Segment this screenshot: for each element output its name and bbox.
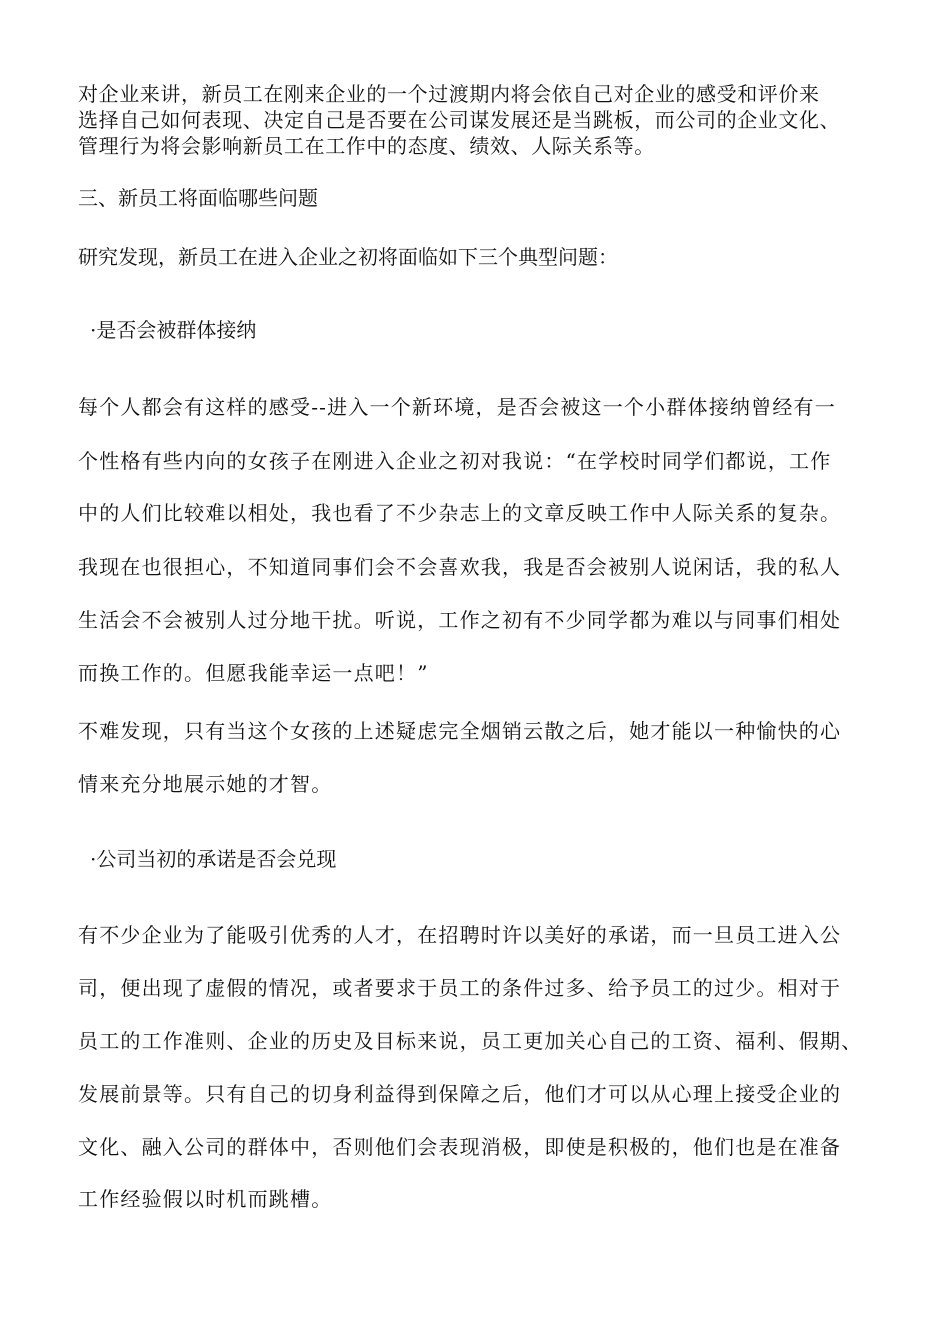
intro-line: 对企业来讲，新员工在刚来企业的一个过渡期内将会依自己对企业的感受和评价来 <box>78 82 820 106</box>
promise-line: 司，便出现了虚假的情况，或者要求于员工的条件过多、给予员工的过少。相对于 <box>78 976 842 1000</box>
story-line: 中的人们比较难以相处，我也看了不少杂志上的文章反映工作中人际关系的复杂。 <box>78 501 842 525</box>
story-line: 个性格有些内向的女孩子在刚进入企业之初对我说：“在学校时同学们都说，工作 <box>78 449 832 473</box>
story-line: 每个人都会有这样的感受--进入一个新环境，是否会被这一个小群体接纳曾经有一 <box>78 395 836 419</box>
intro-line: 选择自己如何表现、决定自己是否要在公司谋发展还是当跳板，而公司的企业文化、 <box>78 108 841 132</box>
bullet-heading: ·是否会被群体接纳 <box>90 318 257 342</box>
conclusion-line: 情来充分地展示她的才智。 <box>78 772 333 796</box>
conclusion-line: 不难发现，只有当这个女孩的上述疑虑完全烟销云散之后，她才能以一种愉快的心 <box>78 719 842 743</box>
section-heading: 三、新员工将面临哪些问题 <box>78 186 318 210</box>
story-line: 我现在也很担心，不知道同事们会不会喜欢我，我是否会被别人说闲话，我的私人 <box>78 555 842 579</box>
promise-line: 发展前景等。只有自己的切身利益得到保障之后，他们才可以从心理上接受企业的 <box>78 1082 842 1106</box>
promise-line: 员工的工作准则、企业的历史及目标来说，员工更加关心自己的工资、福利、假期、 <box>78 1029 863 1053</box>
promise-line: 工作经验假以时机而跳槽。 <box>78 1187 333 1211</box>
story-line: 生活会不会被别人过分地干扰。听说，工作之初有不少同学都为难以与同事们相处 <box>78 608 842 632</box>
story-line: 而换工作的。但愿我能幸运一点吧！” <box>78 661 429 685</box>
research-line: 研究发现，新员工在进入企业之初将面临如下三个典型问题： <box>78 245 618 269</box>
intro-line: 管理行为将会影响新员工在工作中的态度、绩效、人际关系等。 <box>78 134 655 158</box>
promise-line: 有不少企业为了能吸引优秀的人才，在招聘时许以美好的承诺，而一旦员工进入公 <box>78 923 842 947</box>
bullet-heading: ·公司当初的承诺是否会兑现 <box>90 847 337 871</box>
promise-line: 文化、融入公司的群体中，否则他们会表现消极，即使是积极的，他们也是在准备 <box>78 1135 842 1159</box>
